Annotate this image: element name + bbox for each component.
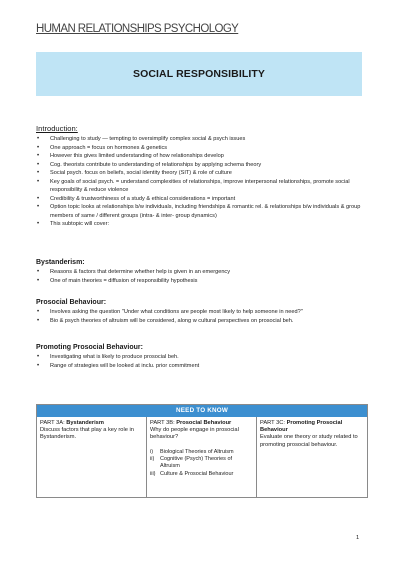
part-description: Why do people engage in prosocial behaviour? — [150, 427, 239, 441]
page-number: 1 — [356, 535, 360, 541]
list-item: • Challenging to study — tempting to oversimplify complex social & psych issues — [36, 135, 366, 144]
item-text: Biological Theories of Altruism — [160, 448, 234, 455]
part-3a-heading — [40, 420, 143, 427]
prosocial-heading: Prosocial Behaviour: — [36, 299, 107, 306]
item-text: Culture & Prosocial Behaviour — [160, 470, 234, 477]
part-description: Discuss factors that play a key role in Bystanderism. — [40, 427, 134, 441]
part-label: PART 3C: — [260, 420, 285, 426]
introduction-list — [36, 135, 366, 229]
part-3c-cell — [257, 417, 367, 497]
list-item: • This subtopic will cover: — [36, 220, 366, 229]
part-3c-heading — [260, 420, 364, 434]
list-item: • Social psych. focus on beliefs, social identity theory (SIT) & role of culture — [36, 169, 366, 178]
list-item — [150, 456, 253, 471]
part-label: PART 3B: — [150, 420, 175, 426]
item-numeral: i) — [150, 448, 154, 455]
list-item: • Range of strategies will be looked at inclu. prior commitment — [36, 362, 366, 371]
part-description: Evaluate one theory or study related to promoting prosocial behaviour. — [260, 434, 358, 448]
part-3b-heading — [150, 420, 253, 427]
list-item: • Key goals of social psych. = understand complexities of relationships, improve interpersonal relationships, promote social responsibility & reduce violence — [36, 178, 366, 195]
bystanderism-list — [36, 268, 366, 285]
part-3b-cell — [147, 417, 257, 497]
need-to-know-table — [36, 404, 368, 498]
bystanderism-heading: Bystanderism: — [36, 259, 85, 266]
introduction-heading: Introduction: — [36, 124, 78, 133]
part-title: Prosocial Behaviour — [176, 420, 232, 426]
banner-title: SOCIAL RESPONSIBILITY — [132, 68, 265, 80]
list-item: • However this gives limited understanding of how relationships develop — [36, 152, 366, 161]
list-item: • Reasons & factors that determine whether help is given in an emergency — [36, 268, 366, 277]
list-item: • Credibility & trustworthiness of a study & ethical considerations = important — [36, 195, 366, 204]
list-item: • One of main theories = diffusion of responsibility hypothesis — [36, 277, 366, 286]
item-numeral: iii) — [150, 470, 156, 477]
list-item: • Investigating what is likely to produce prosocial beh. — [36, 353, 366, 362]
item-text: Cognitive (Psych) Theories of Altruism — [160, 456, 233, 470]
list-item: • Involves asking the question "Under what conditions are people most likely to help someone in need?" — [36, 308, 366, 317]
prosocial-list — [36, 308, 366, 325]
bystanderism-section — [36, 259, 366, 285]
promoting-heading: Promoting Prosocial Behaviour: — [36, 344, 143, 351]
part-label: PART 3A: — [40, 420, 65, 426]
list-item: • Bio & psych theories of altruism will be considered, along w cultural perspectives on prosocial beh. — [36, 317, 366, 326]
list-item — [150, 471, 253, 478]
need-to-know-row — [37, 417, 367, 497]
title-banner — [36, 52, 362, 96]
list-item: • One approach = focus on hormones & genetics — [36, 144, 366, 153]
item-numeral: ii) — [150, 456, 155, 463]
list-item — [150, 449, 253, 456]
part-3a-cell — [37, 417, 147, 497]
part-3b-list — [150, 449, 253, 479]
promoting-section — [36, 344, 366, 370]
part-title: Bystanderism — [66, 420, 104, 426]
need-to-know-header: NEED TO KNOW — [37, 405, 367, 417]
promoting-list — [36, 353, 366, 370]
part-title: Promoting Prosocial Behaviour — [260, 420, 343, 434]
introduction-section — [36, 124, 366, 229]
list-item: • Cog. theorists contribute to understanding of relationships by applying schema theory — [36, 161, 366, 170]
prosocial-section — [36, 299, 366, 325]
list-item: • Option topic looks at relationships b/w individuals, including friendships & romantic rel. & relationships b/w individuals & group members of same / different groups (intra- & inter- group dynamics) — [36, 203, 366, 220]
page-header: HUMAN RELATIONSHIPS PSYCHOLOGY — [36, 23, 239, 35]
